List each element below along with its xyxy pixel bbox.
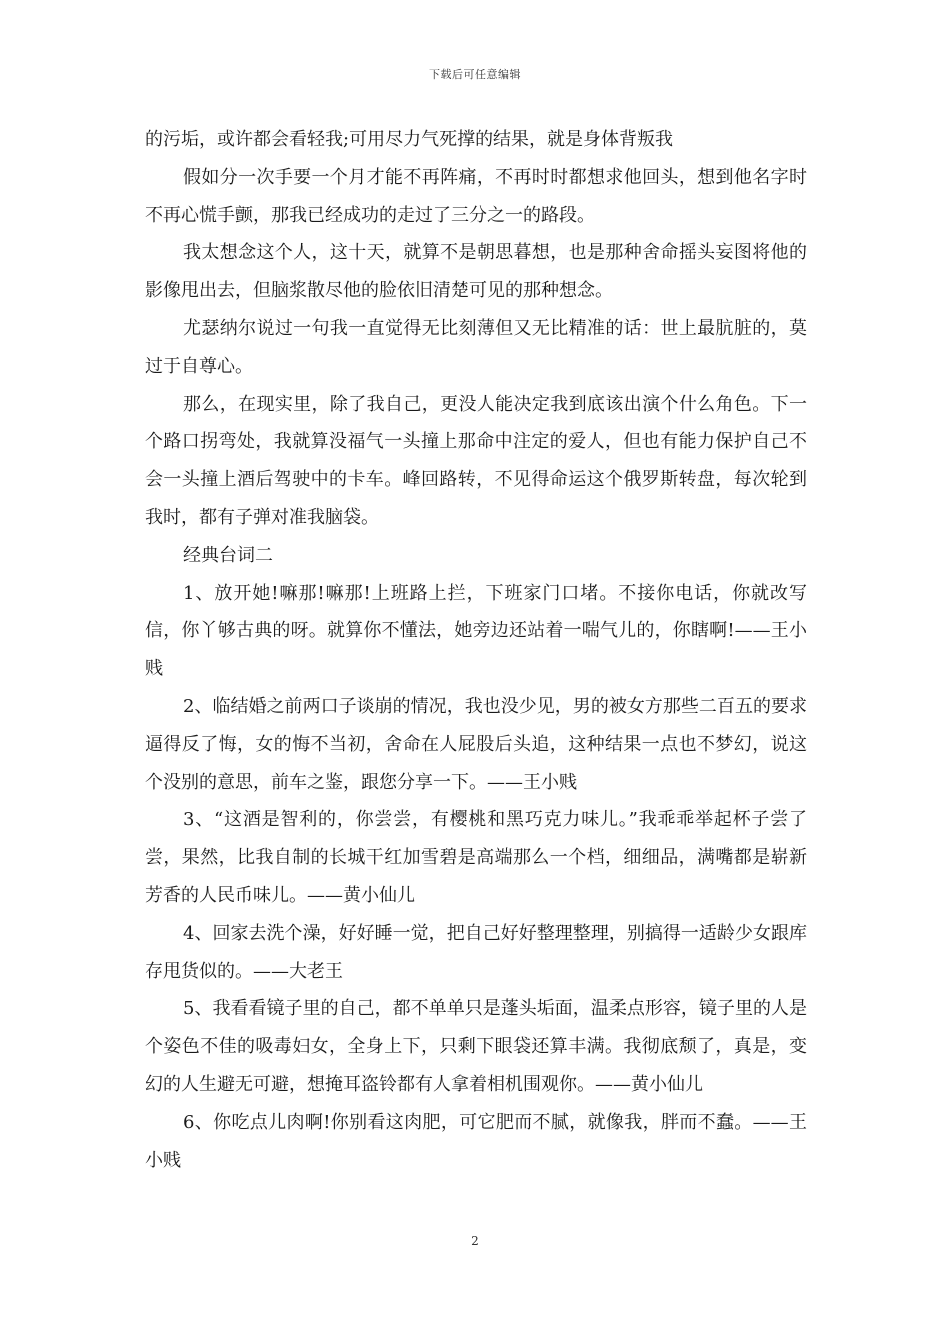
quote-item: 2、临结婚之前两口子谈崩的情况，我也没少见，男的被女方那些二百五的要求逼得反了悔，女的悔不当初，舍命在人屁股后头追，这种结果一点也不梦幻，说这个没别的意思，前车之鉴，跟您分享一下。——王小贱 [145,695,807,793]
paragraph: 我太想念这个人，这十天，就算不是朝思暮想，也是那种舍命摇头妄图将他的影像甩出去，但脑浆散尽他的脸依旧清楚可见的那种想念。 [145,242,807,302]
quote-item: 5、我看看镜子里的自己，都不单单只是蓬头垢面，温柔点形容，镜子里的人是个姿色不佳的吸毒妇女，全身上下，只剩下眼袋还算丰满。我彻底颓了，真是，变幻的人生避无可避，想掩耳盗铃都有人拿着相机围观你。——黄小仙儿 [145,998,807,1095]
section-heading: 经典台词二 [183,544,273,566]
paragraph: 假如分一次手要一个月才能不再阵痛，不再时时都想求他回头，想到他名字时不再心慌手颤，那我已经成功的走过了三分之一的路段。 [145,166,807,226]
page-number: 2 [471,1234,479,1248]
quote-item: 6、你吃点儿肉啊!你别看这肉肥，可它肥而不腻，就像我，胖而不蠢。——王小贱 [145,1111,807,1171]
paragraph: 那么，在现实里，除了我自己，更没人能决定我到底该出演个什么角色。下一个路口拐弯处，我就算没福气一头撞上那命中注定的爱人，但也有能力保护自己不会一头撞上酒后驾驶中的卡车。峰回路转，不见得命运这个俄罗斯转盘，每次轮到我时，都有子弹对准我脑袋。 [145,393,807,528]
quote-item: 4、回家去洗个澡，好好睡一觉，把自己好好整理整理，别搞得一适龄少女跟库存甩货似的。——大老王 [145,922,807,982]
page-header: 下载后可任意编辑 [429,68,521,81]
paragraph: 的污垢，或许都会看轻我;可用尽力气死撑的结果，就是身体背叛我 [145,129,674,150]
document-body [145,121,807,1179]
quote-item: 3、“这酒是智利的，你尝尝，有樱桃和黑巧克力味儿。”我乖乖举起杯子尝了尝，果然，比我自制的长城干红加雪碧是高端那么一个档，细细品，满嘴都是崭新芳香的人民币味儿。——黄小仙儿 [145,809,807,906]
paragraph: 尤瑟纳尔说过一句我一直觉得无比刻薄但又无比精准的话：世上最肮脏的，莫过于自尊心。 [145,317,807,377]
quote-item: 1、放开她!嘛那!嘛那!上班路上拦，下班家门口堵。不接你电话，你就改写信，你丫够古典的呀。就算你不懂法，她旁边还站着一喘气儿的，你瞎啊!——王小贱 [145,582,807,680]
